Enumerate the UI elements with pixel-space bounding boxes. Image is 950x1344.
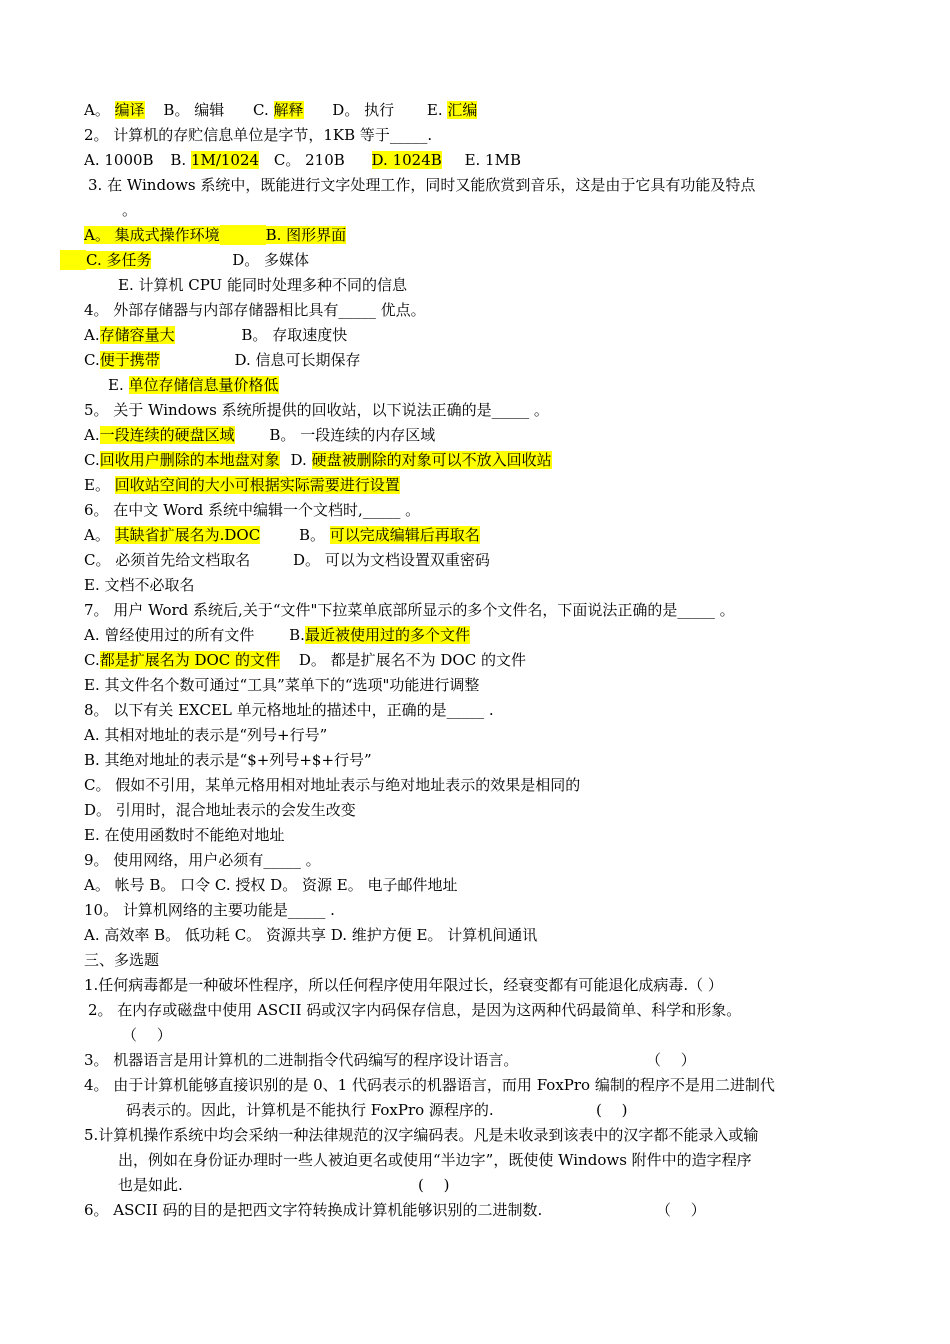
tf-question-5: 5.计算机操作系统中均会采纳一种法律规范的汉字编码表。凡是未收录到该表中的汉字都不能录入或输 bbox=[84, 1126, 759, 1144]
q3-options-ab bbox=[84, 225, 346, 245]
option-b: B。 编辑 bbox=[163, 101, 225, 119]
option-a-highlighted: A。 集成式操作环境 bbox=[84, 226, 220, 244]
tf-question-1: 1.任何病毒都是一种破坏性程序，所以任何程序使用年限过长，经衰变都有可能退化成病毒.（ ） bbox=[84, 976, 723, 994]
q7-option-e: E. 其文件名个数可通过“工具”菜单下的“选项"功能进行调整 bbox=[84, 676, 480, 694]
q8-option-e: E. 在使用函数时不能绝对地址 bbox=[84, 826, 285, 844]
option-b-highlighted: 最近被使用过的多个文件 bbox=[304, 626, 470, 644]
question-4: 4。 外部存储器与内部存储器相比具有_____ 优点。 bbox=[84, 301, 426, 319]
option-b-label: B。 bbox=[298, 526, 326, 544]
option-d: D。 多媒体 bbox=[232, 251, 310, 269]
option-a-highlighted: 编译 bbox=[114, 101, 145, 119]
option-c-highlighted: C. 多任务 bbox=[86, 251, 152, 269]
q9-options: A。 帐号 B。 口令 C. 授权 D。 资源 E。 电子邮件地址 bbox=[84, 876, 458, 894]
option-e-label: E. bbox=[108, 376, 124, 394]
option-e-label: E. bbox=[426, 101, 443, 119]
option-c: C。 必须首先给文档取名 bbox=[84, 551, 251, 569]
tf-question-5-blank: ( ) bbox=[418, 1176, 450, 1194]
option-c-highlighted: 都是扩展名为 DOC 的文件 bbox=[99, 651, 281, 669]
tf-question-2: 2。 在内存或磁盘中使用 ASCII 码或汉字内码保存信息，是因为这两种代码最简单、科学和形象。 bbox=[88, 1001, 742, 1019]
option-d: D。 都是扩展名不为 DOC 的文件 bbox=[298, 651, 526, 669]
tf-question-4-cont: 码表示的。因此，计算机是不能执行 FoxPro 源程序的. bbox=[126, 1101, 494, 1119]
tf-question-4: 4。 由于计算机能够直接识别的是 0、1 代码表示的机器语言，而用 FoxPro 编制的程序不是用二进制代 bbox=[84, 1076, 775, 1094]
option-a-highlighted: 其缺省扩展名为.DOC bbox=[114, 526, 261, 544]
option-a-label: A。 bbox=[84, 101, 110, 119]
tf-question-3: 3。 机器语言是用计算机的二进制指令代码编写的程序设计语言。 bbox=[84, 1051, 519, 1069]
option-d: D。 执行 bbox=[332, 101, 395, 119]
option-b: B。 存取速度快 bbox=[241, 326, 348, 344]
option-c-highlighted: 便于携带 bbox=[99, 351, 160, 369]
option-a-label: A. bbox=[84, 326, 100, 344]
option-b-label: B. bbox=[289, 626, 305, 644]
option-c-highlighted: 回收用户删除的本地盘对象 bbox=[99, 451, 280, 469]
tf-question-6: 6。 ASCII 码的目的是把西文字符转换成计算机能够识别的二进制数. bbox=[84, 1201, 543, 1219]
option-e-highlighted: 汇编 bbox=[447, 101, 478, 119]
question-5: 5。 关于 Windows 系统所提供的回收站，以下说法正确的是_____ 。 bbox=[84, 401, 549, 419]
q7-options-ab bbox=[84, 625, 470, 645]
option-d-highlighted: D. 1024B bbox=[371, 151, 442, 169]
q5-options-ab bbox=[84, 425, 435, 445]
question-7: 7。 用户 Word 系统后,关于“文件"下拉菜单底部所显示的多个文件名，下面说法正确的是_____ 。 bbox=[84, 601, 735, 619]
option-d: D。 可以为文档设置双重密码 bbox=[293, 551, 490, 569]
q4-options-ab bbox=[84, 325, 347, 345]
question-6: 6。 在中文 Word 系统中编辑一个文档时,_____ 。 bbox=[84, 501, 421, 519]
question-10: 10。 计算机网络的主要功能是_____ . bbox=[84, 901, 335, 919]
tf-question-4-blank: ( ) bbox=[596, 1101, 628, 1119]
question-3: 3. 在 Windows 系统中，既能进行文字处理工作，同时又能欣赏到音乐，这是由于它具有功能及特点 bbox=[88, 176, 756, 194]
tf-question-3-blank: （ ） bbox=[646, 1051, 696, 1069]
tf-question-5-cont2: 也是如此. bbox=[118, 1176, 183, 1194]
question-8: 8。 以下有关 EXCEL 单元格地址的描述中，正确的是_____ . bbox=[84, 701, 494, 719]
section-heading: 三、多选题 bbox=[84, 951, 160, 969]
option-e-label: E。 bbox=[84, 476, 110, 494]
q6-options-cd bbox=[84, 550, 490, 570]
option-c-label: C. bbox=[253, 101, 269, 119]
option-d-highlighted: 硬盘被删除的对象可以不放入回收站 bbox=[311, 451, 552, 469]
question-2: 2。 计算机的存贮信息单位是字节，1KB 等于_____. bbox=[84, 126, 433, 144]
option-c-label: C. bbox=[84, 651, 100, 669]
option-c-highlighted: 解释 bbox=[273, 101, 304, 119]
q8-option-a: A. 其相对地址的表示是“列号+行号” bbox=[84, 726, 328, 744]
q4-option-e bbox=[108, 375, 279, 395]
q5-option-e bbox=[84, 475, 400, 495]
q6-option-e: E. 文档不必取名 bbox=[84, 576, 195, 594]
option-b: B。 一段连续的内存区域 bbox=[269, 426, 436, 444]
option-c-label: C. bbox=[84, 451, 100, 469]
q7-options-cd bbox=[84, 650, 526, 670]
option-a: A. 1000B bbox=[84, 151, 154, 169]
tf-question-2-blank: （ ） bbox=[122, 1026, 172, 1044]
q4-options-cd bbox=[84, 350, 361, 370]
option-b-highlighted: 1M/1024 bbox=[190, 151, 260, 169]
q2-options bbox=[84, 150, 521, 170]
option-c: C。 210B bbox=[273, 151, 345, 169]
q3-option-e: E. 计算机 CPU 能同时处理多种不同的信息 bbox=[118, 276, 407, 294]
option-d: D. 信息可长期保存 bbox=[234, 351, 361, 369]
q8-option-b: B. 其绝对地址的表示是“$+列号+$+行号” bbox=[84, 751, 372, 769]
option-b-highlighted: B. 图形界面 bbox=[265, 226, 347, 244]
option-a-label: A。 bbox=[84, 526, 110, 544]
option-b-label: B. bbox=[170, 151, 187, 169]
q6-options-ab bbox=[84, 525, 480, 545]
option-e-highlighted: 回收站空间的大小可根据实际需要进行设置 bbox=[114, 476, 400, 494]
tf-question-6-blank: （ ） bbox=[656, 1201, 706, 1219]
option-a-highlighted: 存储容量大 bbox=[99, 326, 175, 344]
option-b-highlighted: 可以完成编辑后再取名 bbox=[329, 526, 480, 544]
q1-options bbox=[84, 100, 477, 120]
option-d-label: D. bbox=[290, 451, 307, 469]
question-9: 9。 使用网络，用户必须有_____ 。 bbox=[84, 851, 321, 869]
option-e-highlighted: 单位存储信息量价格低 bbox=[128, 376, 279, 394]
option-a-highlighted: 一段连续的硬盘区域 bbox=[99, 426, 235, 444]
q3-options-cd bbox=[60, 250, 309, 270]
option-c-label: C. bbox=[84, 351, 100, 369]
tf-question-5-cont: 出，例如在身份证办理时一些人被迫更名或使用“半边字”，既使使 Windows 附件中的造字程序 bbox=[118, 1151, 752, 1169]
q10-options: A. 高效率 B。 低功耗 C。 资源共享 D. 维护方便 E。 计算机间通讯 bbox=[84, 926, 538, 944]
q8-option-c: C。 假如不引用，某单元格用相对地址表示与绝对地址表示的效果是相同的 bbox=[84, 776, 581, 794]
question-3-cont: 。 bbox=[122, 201, 138, 219]
option-a: A. 曾经使用过的所有文件 bbox=[84, 626, 255, 644]
q5-options-cd bbox=[84, 450, 552, 470]
option-a-label: A. bbox=[84, 426, 100, 444]
option-e: E. 1MB bbox=[464, 151, 521, 169]
q8-option-d: D。 引用时，混合地址表示的会发生改变 bbox=[84, 801, 356, 819]
